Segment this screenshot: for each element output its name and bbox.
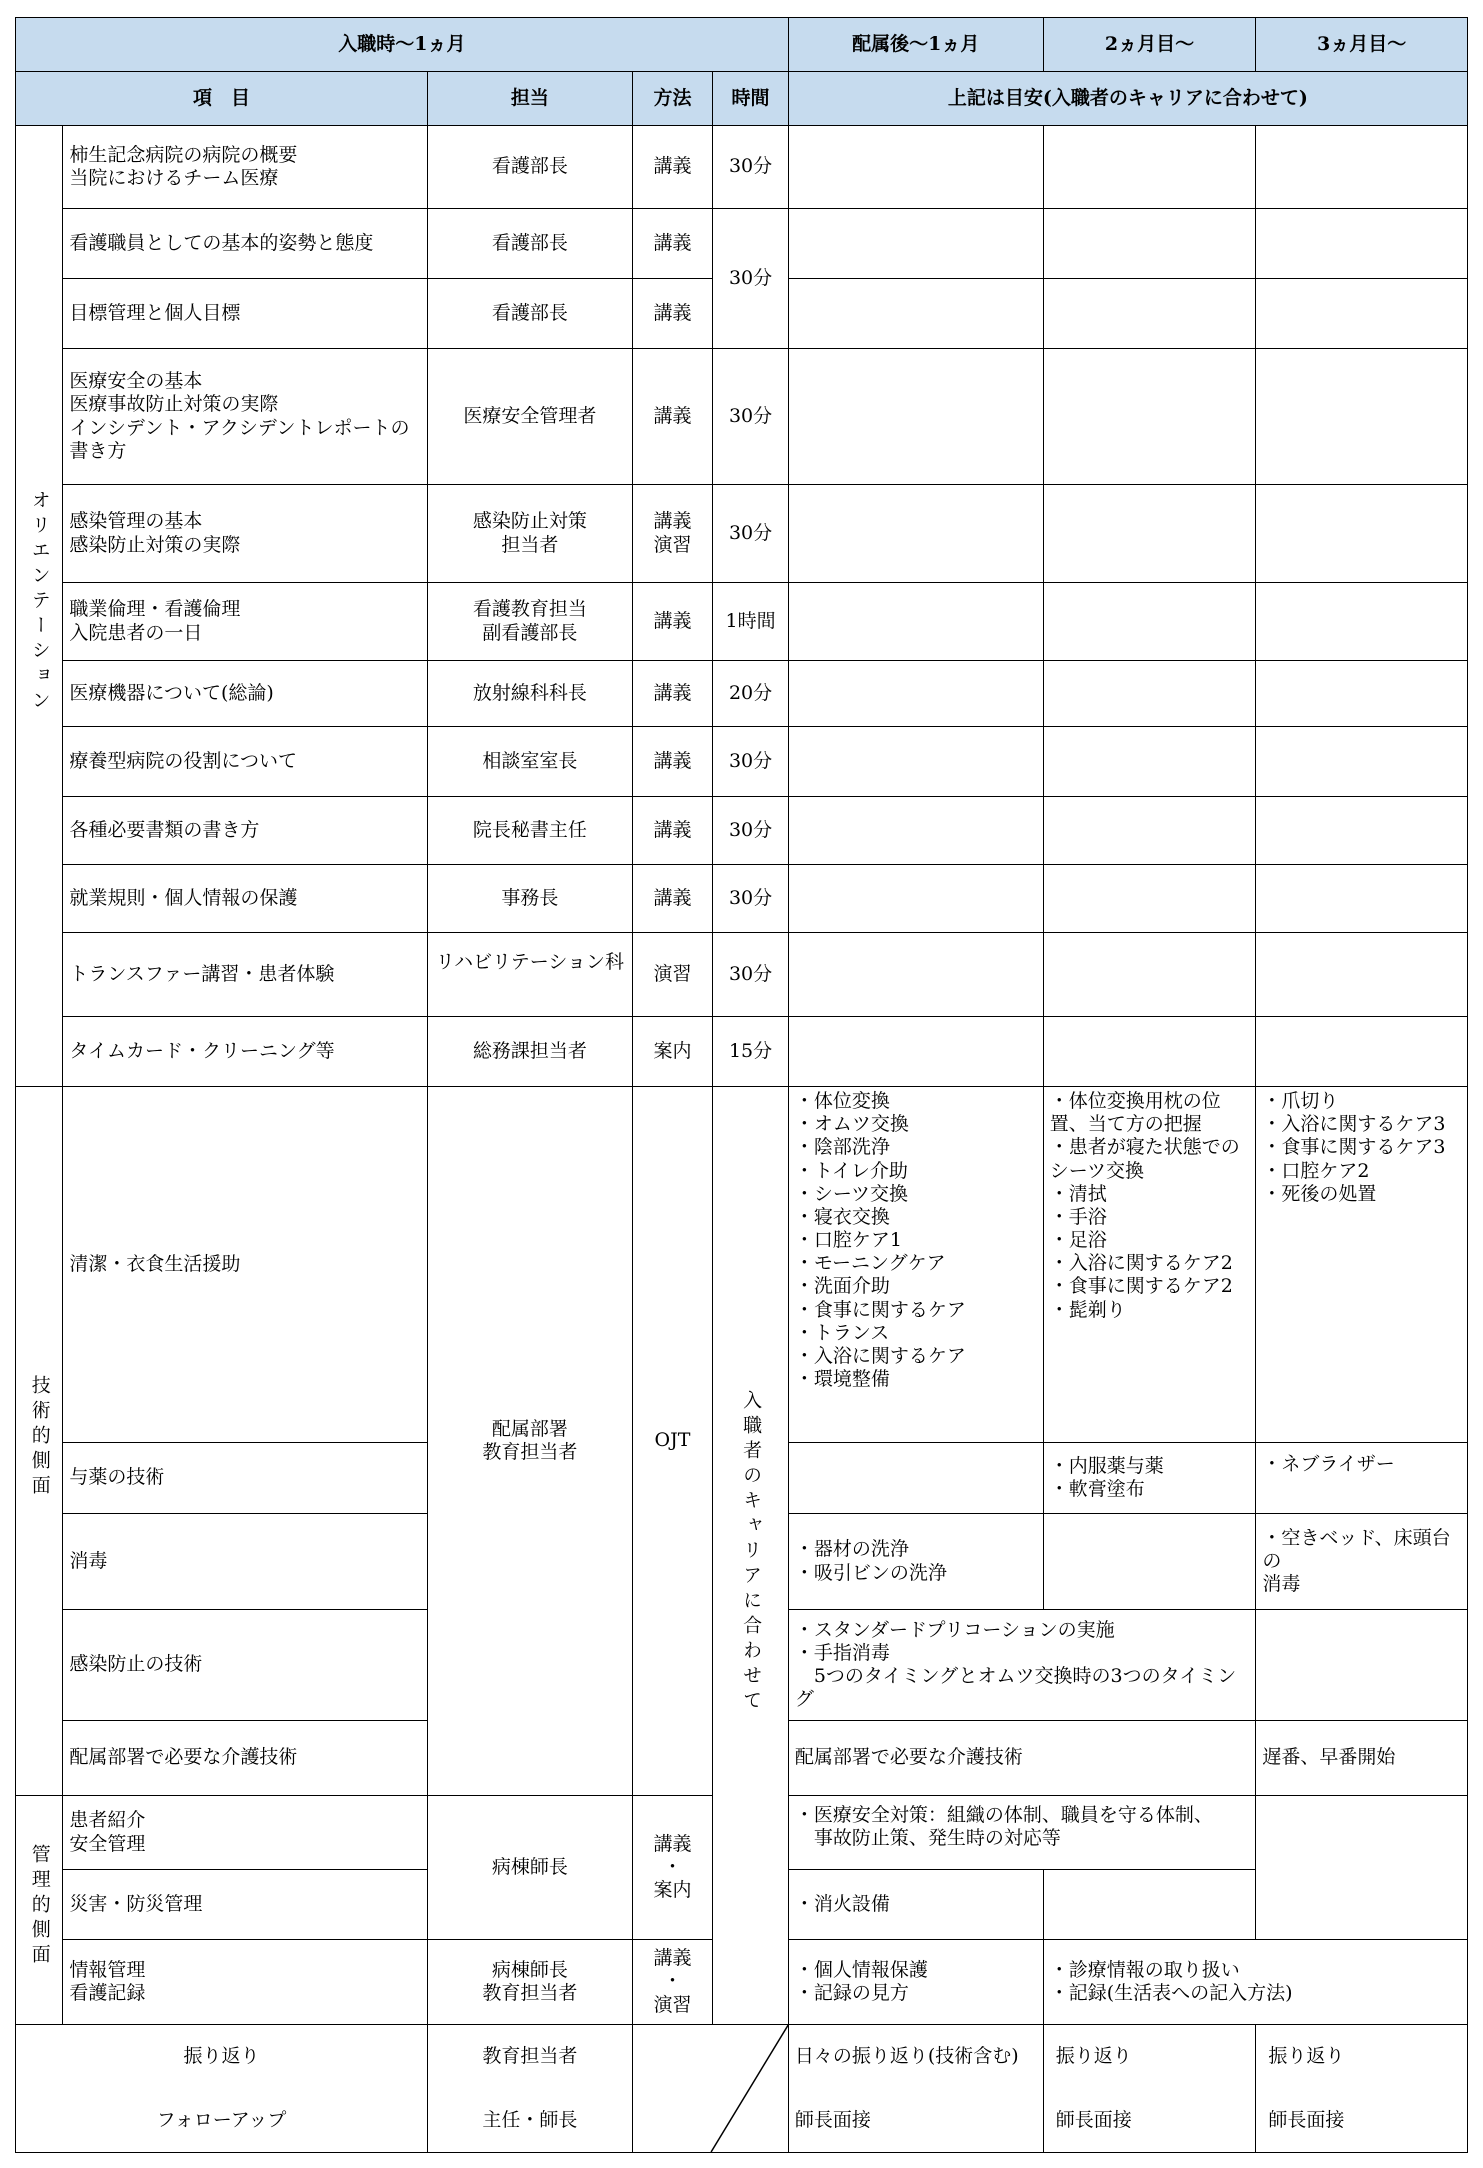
grid-cell [1256, 349, 1468, 485]
header-person: 担当 [428, 72, 633, 126]
management-method: 講義 ・ 演習 [632, 1940, 713, 2025]
management-period3 [1043, 1870, 1256, 1940]
grid-cell [1256, 209, 1468, 279]
grid-cell [788, 209, 1043, 279]
grid-cell [1256, 1017, 1468, 1087]
technical-period3 [1043, 1514, 1256, 1610]
footer-manager-interview: 師長面接 [1055, 2108, 1132, 2131]
grid-cell [1043, 349, 1256, 485]
orientation-person: 感染防止対策 担当者 [428, 485, 633, 583]
footer-period3 [1043, 2025, 1256, 2153]
management-item: 情報管理 看護記録 [63, 1940, 428, 2025]
orientation-time: 20分 [713, 661, 789, 727]
orientation-method: 講義 演習 [632, 485, 713, 583]
technical-period4: ・ネブライザー [1256, 1443, 1468, 1514]
orientation-item: 柿生記念病院の病院の概要 当院におけるチーム医療 [63, 126, 428, 209]
grid-cell [788, 797, 1043, 865]
orientation-person: 放射線科科長 [428, 661, 633, 727]
orientation-method: 講義 [632, 661, 713, 727]
orientation-item: トランスファー講習・患者体験 [63, 933, 428, 1017]
orientation-item: タイムカード・クリーニング等 [63, 1017, 428, 1087]
grid-cell [1043, 1017, 1256, 1087]
grid-cell [1256, 865, 1468, 933]
grid-cell [1256, 279, 1468, 349]
footer-period4 [1256, 2025, 1468, 2153]
technical-period2: ・器材の洗浄 ・吸引ビンの洗浄 [788, 1514, 1043, 1610]
grid-cell [788, 126, 1043, 209]
orientation-method: 案内 [632, 1017, 713, 1087]
grid-cell [788, 279, 1043, 349]
orientation-method: 講義 [632, 349, 713, 485]
grid-cell [1256, 126, 1468, 209]
management-period2: ・個人情報保護 ・記録の見方 [788, 1940, 1043, 2025]
header-method: 方法 [632, 72, 713, 126]
management-method: 講義 ・ 案内 [632, 1796, 713, 1940]
orientation-item: 職業倫理・看護倫理 入院患者の一日 [63, 583, 428, 661]
orientation-item: 療養型病院の役割について [63, 727, 428, 797]
orientation-person: 看護教育担当 副看護部長 [428, 583, 633, 661]
management-period2: ・消火設備 [788, 1870, 1043, 1940]
grid-cell [1043, 485, 1256, 583]
header-period-assignment: 配属後～1ヵ月 [788, 18, 1043, 72]
management-person: 病棟師長 [428, 1796, 633, 1940]
technical-period2: ・体位変換 ・オムツ交換 ・陰部洗浄 ・トイレ介助 ・シーツ交換 ・寝衣交換 ・口腔ケア1 ・モーニングケア ・洗面介助 ・食事に関するケア ・トランス ・入浴に関するケア ・環境整備 [788, 1087, 1043, 1443]
orientation-time: 30分 [713, 209, 789, 349]
footer-person-chief: 主任・師長 [482, 2108, 578, 2131]
orientation-person: 総務課担当者 [428, 1017, 633, 1087]
technical-item: 清潔・衣食生活援助 [63, 1087, 428, 1443]
orientation-method: 演習 [632, 933, 713, 1017]
orientation-time: 30分 [713, 727, 789, 797]
grid-cell [1043, 797, 1256, 865]
orientation-method: 講義 [632, 727, 713, 797]
grid-cell [1256, 727, 1468, 797]
orientation-time: 1時間 [713, 583, 789, 661]
header-period-month2: 2ヵ月目～ [1043, 18, 1256, 72]
orientation-method: 講義 [632, 126, 713, 209]
orientation-time: 30分 [713, 126, 789, 209]
technical-person: 配属部署 教育担当者 [428, 1087, 633, 1796]
grid-cell [1043, 279, 1256, 349]
technical-period4 [1256, 1610, 1468, 1721]
technical-item: 感染防止の技術 [63, 1610, 428, 1721]
technical-period4: ・空きベッド、床頭台の 消毒 [1256, 1514, 1468, 1610]
grid-cell [1043, 583, 1256, 661]
technical-period3: ・内服薬与薬 ・軟膏塗布 [1043, 1443, 1256, 1514]
orientation-item: 感染管理の基本 感染防止対策の実際 [63, 485, 428, 583]
technical-period4: 遅番、早番開始 [1256, 1721, 1468, 1796]
orientation-person: 看護部長 [428, 209, 633, 279]
grid-cell [1256, 1796, 1468, 1940]
footer-item-review: 振り返り [183, 2045, 260, 2068]
orientation-time: 30分 [713, 797, 789, 865]
footer-manager-interview: 師長面接 [794, 2108, 871, 2131]
orientation-time: 30分 [713, 349, 789, 485]
orientation-item: 医療機器について(総論) [63, 661, 428, 727]
orientation-item: 看護職員としての基本的姿勢と態度 [63, 209, 428, 279]
training-schedule-table [15, 17, 1468, 2153]
management-item: 災害・防災管理 [63, 1870, 428, 1940]
grid-cell [1256, 583, 1468, 661]
management-person: 病棟師長 教育担当者 [428, 1940, 633, 2025]
grid-cell [1256, 661, 1468, 727]
orientation-person: 看護部長 [428, 279, 633, 349]
grid-cell [1043, 727, 1256, 797]
orientation-time: 15分 [713, 1017, 789, 1087]
grid-cell [1256, 797, 1468, 865]
header-guide: 上記は目安(入職者のキャリアに合わせて) [788, 72, 1467, 126]
grid-cell [788, 349, 1043, 485]
technical-item: 配属部署で必要な介護技術 [63, 1721, 428, 1796]
footer-item-followup: フォローアップ [156, 2108, 287, 2131]
footer-item [16, 2025, 428, 2153]
section-technical-label: 技術的側面 [16, 1087, 63, 1796]
grid-cell [1043, 209, 1256, 279]
orientation-item: 目標管理と個人目標 [63, 279, 428, 349]
header-period-month3: 3ヵ月目～ [1256, 18, 1468, 72]
orientation-person: 相談室室長 [428, 727, 633, 797]
technical-period3: ・体位変換用枕の位 置、当て方の把握 ・患者が寝た状態での シーツ交換 ・清拭 ・手浴 ・足浴 ・入浴に関するケア2 ・食事に関するケア2 ・髭剃り [1043, 1087, 1256, 1443]
technical-period4: ・爪切り ・入浴に関するケア3 ・食事に関するケア3 ・口腔ケア2 ・死後の処置 [1256, 1087, 1468, 1443]
grid-cell [1256, 485, 1468, 583]
grid-cell [788, 727, 1043, 797]
technical-item: 消毒 [63, 1514, 428, 1610]
orientation-person: リハビリテーション科 [428, 933, 633, 1017]
grid-cell [1043, 126, 1256, 209]
orientation-person: 看護部長 [428, 126, 633, 209]
technical-period2-3: 配属部署で必要な介護技術 [788, 1721, 1256, 1796]
orientation-item: 各種必要書類の書き方 [63, 797, 428, 865]
orientation-method: 講義 [632, 797, 713, 865]
grid-cell [788, 661, 1043, 727]
orientation-item: 医療安全の基本 医療事故防止対策の実際 インシデント・アクシデントレポートの 書き方 [63, 349, 428, 485]
technical-method: OJT [632, 1087, 713, 1796]
section-management-label: 管理的側面 [16, 1796, 63, 2025]
management-period2-3: ・医療安全対策：組織の体制、職員を守る体制、 事故防止策、発生時の対応等 [788, 1796, 1256, 1870]
orientation-time: 30分 [713, 485, 789, 583]
orientation-method: 講義 [632, 209, 713, 279]
orientation-item: 就業規則・個人情報の保護 [63, 865, 428, 933]
management-item: 患者紹介 安全管理 [63, 1796, 428, 1870]
orientation-person: 事務長 [428, 865, 633, 933]
footer-diagonal-cell [632, 2025, 788, 2153]
technical-period2-3: ・スタンダードプリコーションの実施 ・手指消毒 5つのタイミングとオムツ交換時の3つのタイミング [788, 1610, 1256, 1721]
orientation-method: 講義 [632, 865, 713, 933]
grid-cell [788, 933, 1043, 1017]
orientation-time: 30分 [713, 865, 789, 933]
management-period3-4: ・診療情報の取り扱い ・記録(生活表への記入方法) [1043, 1940, 1467, 2025]
footer-daily-review: 日々の振り返り(技術含む) [794, 2045, 1019, 2068]
orientation-person: 医療安全管理者 [428, 349, 633, 485]
technical-time-note: 入職者のキャリアに合わせて [713, 1087, 789, 2025]
grid-cell [788, 485, 1043, 583]
grid-cell [1043, 933, 1256, 1017]
grid-cell [788, 865, 1043, 933]
grid-cell [788, 583, 1043, 661]
footer-period2 [788, 2025, 1043, 2153]
header-time: 時間 [713, 72, 789, 126]
orientation-time: 30分 [713, 933, 789, 1017]
footer-review: 振り返り [1055, 2045, 1132, 2068]
section-orientation-label: オリエンテーション [16, 126, 63, 1087]
footer-person-educator: 教育担当者 [482, 2045, 578, 2068]
technical-period2 [788, 1443, 1043, 1514]
grid-cell [788, 1017, 1043, 1087]
footer-person [428, 2025, 633, 2153]
orientation-person: 院長秘書主任 [428, 797, 633, 865]
technical-item: 与薬の技術 [63, 1443, 428, 1514]
grid-cell [1043, 661, 1256, 727]
grid-cell [1256, 933, 1468, 1017]
footer-review: 振り返り [1268, 2045, 1345, 2068]
orientation-method: 講義 [632, 583, 713, 661]
footer-manager-interview: 師長面接 [1268, 2108, 1345, 2131]
orientation-method: 講義 [632, 279, 713, 349]
header-item: 項 目 [16, 72, 428, 126]
grid-cell [1043, 865, 1256, 933]
header-period-entry: 入職時～1ヵ月 [16, 18, 789, 72]
diagonal-line [633, 2025, 788, 2152]
